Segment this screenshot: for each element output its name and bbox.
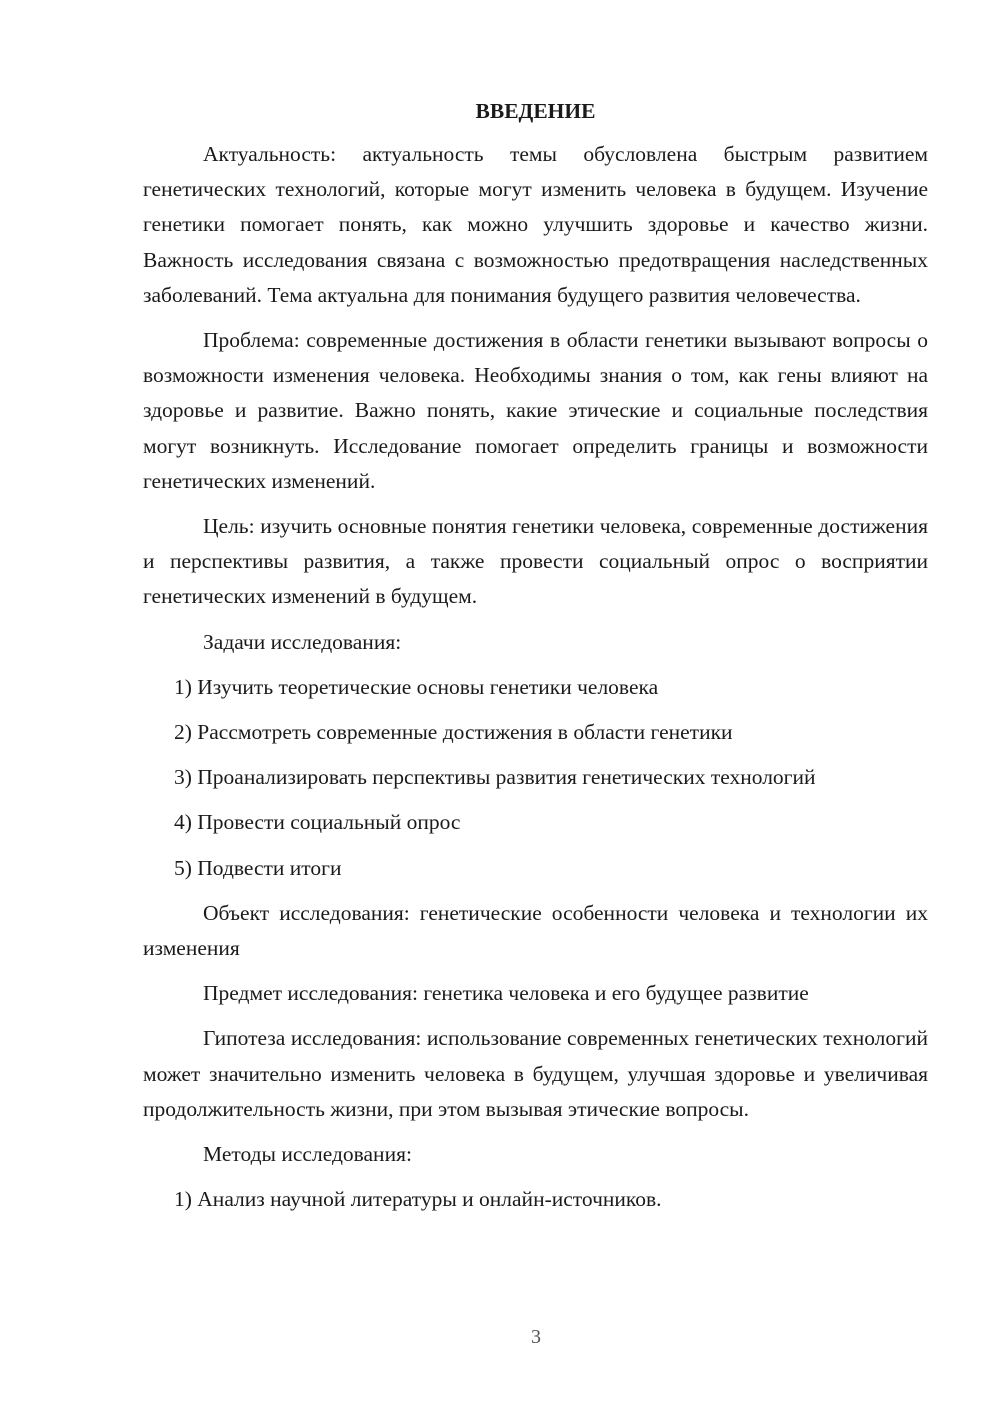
page-number: 3 bbox=[531, 1326, 541, 1348]
page-title: ВВЕДЕНИЕ bbox=[475, 99, 596, 123]
goal-paragraph: Цель: изучить основные понятия генетики человека, современные достижения и перспективы развития, а также провести социальный опрос о восприятии генетических изменений в будущем. bbox=[143, 514, 928, 609]
task-item: 3) Проанализировать перспективы развития генетических технологий bbox=[174, 765, 816, 790]
object-paragraph: Объект исследования: генетические особенности человека и технологии их изменения bbox=[143, 900, 928, 961]
methods-label: Методы исследования: bbox=[203, 1142, 412, 1167]
problem-paragraph: Проблема: современные достижения в области генетики вызывают вопросы о возможности изменения человека. Необходимы знания о том, как гены влияют на здоровье и развитие. Важно понять, какие этические и социальные последствия могут возникнуть. Исследование помогает определить границы и возможности генетических изменений. bbox=[143, 328, 928, 493]
tasks-label: Задачи исследования: bbox=[203, 629, 402, 654]
hypothesis-paragraph: Гипотеза исследования: использование современных генетических технологий может значительно изменить человека в будущем, улучшая здоровье и увеличивая продолжительность жизни, при этом вызывая этические вопросы. bbox=[143, 1026, 928, 1121]
method-item: 1) Анализ научной литературы и онлайн-источников. bbox=[174, 1187, 662, 1212]
document-page bbox=[143, 95, 928, 1227]
task-item: 1) Изучить теоретические основы генетики человека bbox=[174, 674, 659, 699]
relevance-paragraph: Актуальность: актуальность темы обусловлена быстрым развитием генетических технологий, которые могут изменить человека в будущем. Изучение генетики помогает понять, как можно улучшить здоровье и качество жизни. Важность исследования связана с возможностью предотвращения наследственных заболеваний. Тема актуальна для понимания будущего развития человечества. bbox=[143, 142, 928, 307]
subject-paragraph: Предмет исследования: генетика человека и его будущее развитие bbox=[203, 981, 809, 1006]
task-item: 4) Провести социальный опрос bbox=[174, 810, 461, 835]
task-item: 2) Рассмотреть современные достижения в области генетики bbox=[174, 720, 733, 745]
task-item: 5) Подвести итоги bbox=[174, 855, 342, 880]
